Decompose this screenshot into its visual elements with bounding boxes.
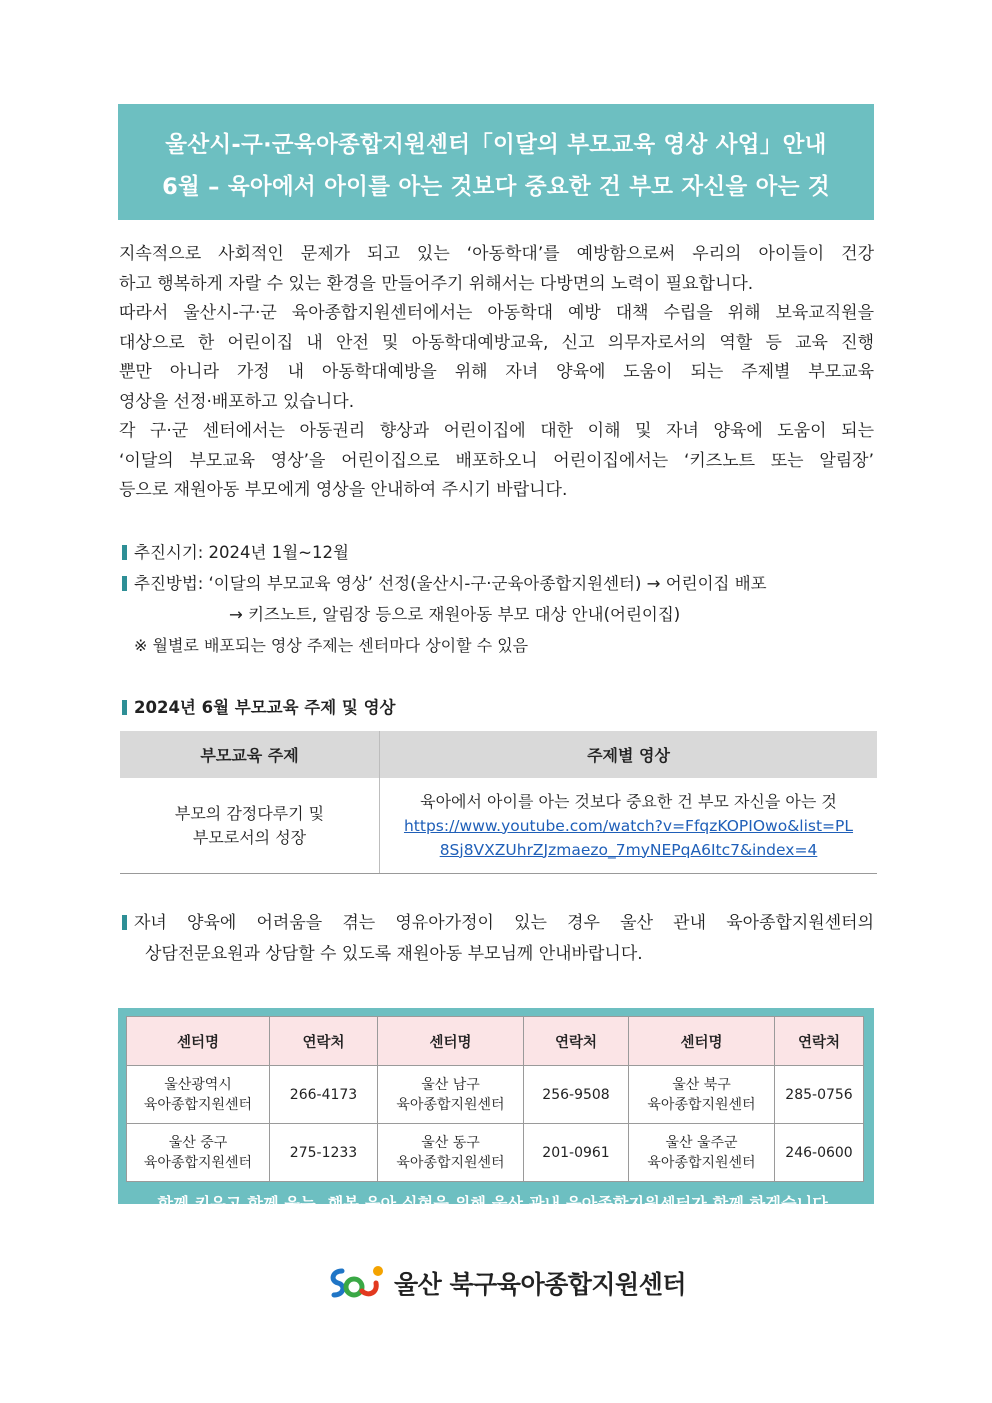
center-phone: 246-0600 (775, 1124, 864, 1182)
center-name-header: 센터명 (629, 1017, 775, 1066)
table-row (127, 1124, 864, 1182)
video-title: 육아에서 아이를 아는 것보다 중요한 건 부모 자신을 아는 것 (420, 791, 837, 811)
center-phone: 285-0756 (775, 1066, 864, 1124)
intro-line: 영상을 선정·배포하고 있습니다. (119, 391, 355, 412)
center-phone: 256-9508 (524, 1066, 629, 1124)
topic-table (120, 731, 877, 874)
table-row (127, 1066, 864, 1124)
center-name: 울산 중구 육아종합지원센터 (127, 1124, 270, 1182)
center-name: 울산 남구 육아종합지원센터 (378, 1066, 524, 1124)
center-phone: 275-1233 (270, 1124, 378, 1182)
intro-line: 각 구·군 센터에서는 아동권리 향상과 어린이집에 대한 이해 및 자녀 양육에 도움이 되는 (119, 421, 874, 441)
method-row (122, 568, 882, 599)
intro-line: 대상으로 한 어린이집 내 안전 및 아동학대예방교육, 신고 의무자로서의 역할 등 교육 진행 (119, 332, 874, 353)
contact-header: 연락처 (270, 1017, 378, 1066)
video-header: 주제별 영상 (380, 731, 878, 778)
intro-line: ‘이달의 부모교육 영상’을 어린이집으로 배포하오니 어린이집에서는 ‘키즈노트 또는 알림장’ (119, 450, 874, 471)
advice-line-2: 상담전문요원과 상담할 수 있도록 재원아동 부모님께 안내바랍니다. (145, 944, 643, 964)
period-text: 추진시기: 2024년 1월~12월 (134, 543, 349, 562)
intro-line: 등으로 재원아동 부모에게 영상을 안내하여 주시기 바랍니다. (119, 480, 568, 500)
topic-line: 부모로서의 성장 (192, 827, 307, 847)
title-line-1: 울산시-구·군육아종합지원센터「이달의 부모교육 영상 사업」안내 (165, 132, 827, 158)
topic-section-title (122, 694, 395, 718)
counseling-advice (122, 908, 874, 970)
intro-line: 따라서 울산시-구·군 육아종합지원센터에서는 아동학대 예방 대책 수립을 위해 보육교직원을 (119, 303, 874, 323)
topic-header: 부모교육 주제 (120, 731, 380, 778)
center-phone: 201-0961 (524, 1124, 629, 1182)
note-text: ※ 월별로 배포되는 영상 주제는 센터마다 상이할 수 있음 (134, 636, 529, 655)
bullet-marker-icon (122, 700, 127, 715)
center-name: 울산 울주군 육아종합지원센터 (629, 1124, 775, 1182)
advice-line-1-text: 자녀 양육에 어려움을 겪는 영유아가정이 있는 경우 울산 관내 육아종합지원센터의 (134, 913, 874, 933)
center-phone: 266-4173 (270, 1066, 378, 1124)
title-banner (118, 104, 874, 220)
contact-header: 연락처 (775, 1017, 864, 1066)
video-cell (380, 778, 878, 874)
intro-paragraph (119, 240, 874, 506)
footer-logo (328, 1262, 686, 1304)
video-link-line: https://www.youtube.com/watch?v=FfqzKOPIOwo&list=PL (403, 816, 854, 835)
advice-line-1 (122, 908, 874, 939)
method-text: 추진방법: ‘이달의 부모교육 영상’ 선정(울산시-구·군육아종합지원센터) → 어린이집 배포 (134, 574, 767, 593)
period-row (122, 537, 882, 568)
bullet-marker-icon (122, 915, 127, 930)
center-name: 울산 동구 육아종합지원센터 (378, 1124, 524, 1182)
program-info (122, 537, 882, 661)
bullet-marker-icon (122, 576, 127, 591)
video-link-line: 8Sj8VXZUhrZJzmaezo_7myNEPqA6Itc7&index=4 (439, 840, 818, 859)
center-name: 울산광역시 육아종합지원센터 (127, 1066, 270, 1124)
center-name: 울산 북구 육아종합지원센터 (629, 1066, 775, 1124)
center-footer-message: 함께 키우고 함께 웃는, 행복 육아 실현을 위해 울산 관내 육아종합지원센터가 함께 하겠습니다. (157, 1194, 835, 1213)
center-contact-table (126, 1016, 864, 1182)
intro-line: 뿐만 아니라 가정 내 아동학대예방을 위해 자녀 양육에 도움이 되는 주제별 부모교육 (119, 362, 874, 382)
contact-header: 연락처 (524, 1017, 629, 1066)
topic-line: 부모의 감정다루기 및 (174, 803, 325, 823)
bullet-marker-icon (122, 545, 127, 560)
video-link[interactable] (404, 817, 853, 859)
topic-section-title-text: 2024년 6월 부모교육 주제 및 영상 (134, 698, 396, 717)
title-line-2: 6월 – 육아에서 아이를 아는 것보다 중요한 건 부모 자신을 아는 것 (162, 174, 830, 200)
intro-line: 하고 행복하게 자랄 수 있는 환경을 만들어주기 위해서는 다방면의 노력이 필요합니다. (119, 273, 754, 294)
topic-cell (120, 778, 380, 874)
method-continued: → 키즈노트, 알림장 등으로 재원아동 부모 대상 안내(어린이집) (229, 605, 681, 624)
center-logo-mark-icon (328, 1263, 388, 1303)
intro-line: 지속적으로 사회적인 문제가 되고 있는 ‘아동학대’를 예방함으로써 우리의 아이들이 건강 (119, 244, 874, 264)
center-contact-box (118, 1008, 874, 1213)
org-name: 울산 북구육아종합지원센터 (394, 1270, 687, 1299)
center-name-header: 센터명 (127, 1017, 270, 1066)
center-name-header: 센터명 (378, 1017, 524, 1066)
